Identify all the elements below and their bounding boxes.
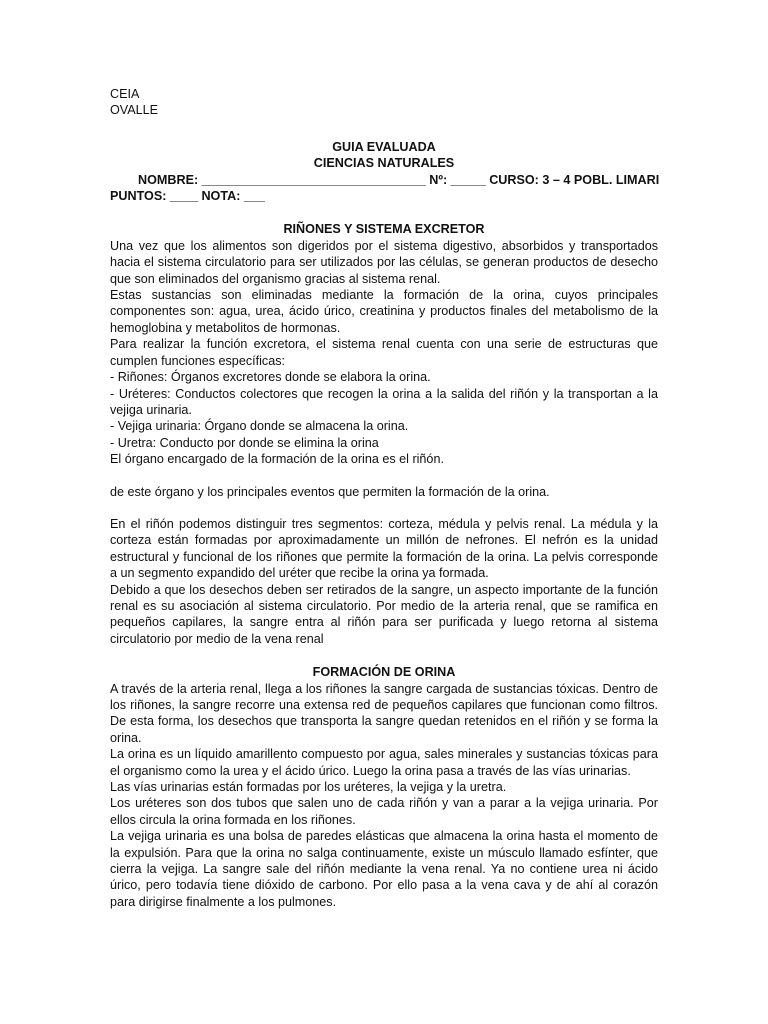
paragraph: Estas sustancias son eliminadas mediante la formación de la orina, cuyos principales componentes son: agua, urea, ácido úrico, creatinina y productos finales del metabolismo de la hemoglobina y metabolitos de hormonas. [110,288,658,335]
paragraph: La vejiga urinaria es una bolsa de paredes elásticas que almacena la orina hasta el momento de la expulsión. Para que la orina no salga continuamente, existe un músculo llamado esfínter, que cierra la vejiga. La sangre sale del riñón mediante la vena renal. Ya no contiene urea ni ácido úrico, pero todavía tiene dióxido de carbono. Por ello pasa a la vena cava y de ahí al corazón para dirigirse finalmente a los pulmones. [110,829,658,909]
paragraph: Los uréteres son dos tubos que salen uno de cada riñón y van a parar a la vejiga urinaria. Por ellos circula la orina formada en los riñones. [110,796,658,827]
student-info-line: NOMBRE: ________________________________ Nº: _____ CURSO: 3 – 4 POBL. LIMARI [138,172,660,187]
paragraph: Debido a que los desechos deben ser retirados de la sangre, un aspecto importante de la función renal es su asociación al sistema circulatorio. Por medio de la arteria renal, que se ramifica en pequeños capilares, la sangre entra al riñón para ser purificada y luego retorna al sistema circulatorio por medio de la vena renal [110,582,658,646]
title-block [110,139,658,205]
paragraph-fragment: de este órgano y los principales eventos que permiten la formación de la orina. [110,484,550,499]
school-name: CEIA [110,87,140,101]
list-item: - Riñones: Órganos excretores donde se elabora la orina. [110,370,431,385]
document-content [110,86,658,910]
paragraph: La orina es un líquido amarillento compuesto por agua, sales minerales y sustancias tóxicas para el organismo como la urea y el ácido úrico. Luego la orina pasa a través de las vías urinarias. [110,747,658,778]
paragraph: Una vez que los alimentos son digeridos por el sistema digestivo, absorbidos y transportados hacia el sistema circulatorio para ser utilizados por las células, se generan productos de desecho que son eliminados del organismo gracias al sistema renal. [110,238,658,286]
list-item: - Vejiga urinaria: Órgano donde se almacena la orina. [110,419,409,434]
paragraph: Para realizar la función excretora, el sistema renal cuenta con una serie de estructuras que cumplen funciones específicas: [110,337,658,368]
section-urine-body [110,681,658,911]
paragraph: A través de la arteria renal, llega a los riñones la sangre cargada de sustancias tóxicas. Dentro de los riñones, la sangre recorre una extensa red de pequeños capilares que funcionan como filtros. De esta forma, los desechos que transporta la sangre quedan retenidos en el riñón y se forma la orina. [110,681,658,745]
score-line: PUNTOS: ____ NOTA: ___ [110,189,265,204]
paragraph: En el riñón podemos distinguir tres segmentos: corteza, médula y pelvis renal. La médula y la corteza están formadas por aproximadamente un millón de nefrones. El nefrón es la unidad estructural y funcional de los riñones que permite la formación de la orina. La pelvis corresponde a un segmento expandido del uréter que recibe la orina ya formada. [110,516,658,581]
document-subject: CIENCIAS NATURALES [313,156,455,171]
paragraph: Las vías urinarias están formadas por los uréteres, la vejiga y la uretra. [110,780,507,795]
document-title: GUIA EVALUADA [332,139,436,154]
section-heading-urine-formation: FORMACIÓN DE ORINA [312,665,456,680]
list-item: - Uretra: Conducto por donde se elimina la orina [110,435,379,450]
list-item: - Uréteres: Conductos colectores que recogen la orina a la salida del riñón y la transportan a la vejiga urinaria. [110,386,658,417]
section-heading-kidneys: RIÑONES Y SISTEMA EXCRETOR [283,222,485,237]
section-kidneys-body [110,238,658,647]
school-city: OVALLE [110,103,159,118]
paragraph: El órgano encargado de la formación de la orina es el riñón. [110,452,444,467]
